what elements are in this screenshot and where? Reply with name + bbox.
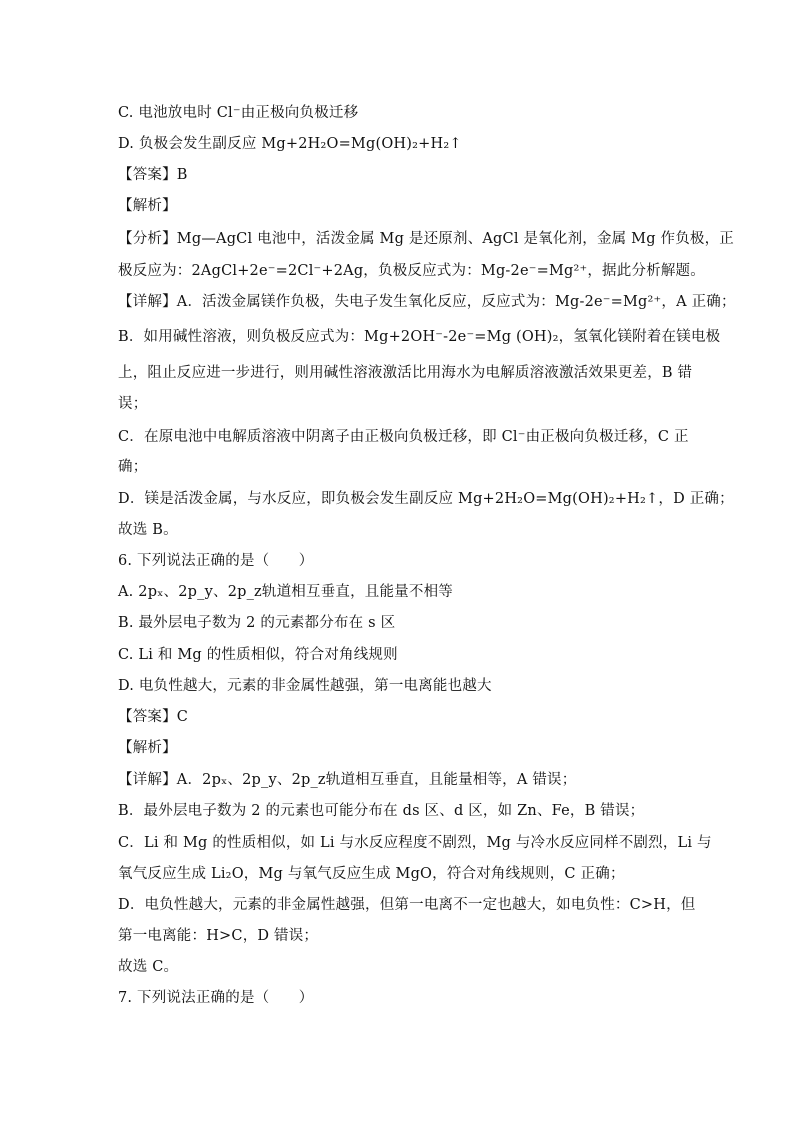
q6-option-a: A. 2pₓ、2p_y、2p_z轨道相互垂直，且能量不相等: [118, 584, 453, 600]
option-c-text: C. 电池放电时 Cl⁻由正极向负极迁移: [118, 105, 359, 121]
q6-detail-a: 【详解】A．2pₓ、2p_y、2p_z轨道相互垂直，且能量相等，A 错误；: [118, 772, 577, 788]
q6-answer-label: 【答案】C: [118, 709, 189, 725]
analysis-label: 【解析】: [118, 198, 177, 214]
analysis-text-1: 【分析】Mg—AgCl 电池中，活泼金属 Mg 是还原剂、AgCl 是氧化剂，金属 Mg 作负极，正: [118, 231, 735, 247]
detail-a-text: 【详解】A．活泼金属镁作负极，失电子发生氧化反应，反应式为：Mg-2e⁻=Mg²⁺，A 正确；: [118, 294, 736, 310]
q6-detail-b: B．最外层电子数为 2 的元素也可能分布在 ds 区、d 区，如 Zn、Fe，B 错误；: [118, 803, 645, 819]
detail-b-text-2: 上，阻止反应进一步进行，则用碱性溶液激活比用海水为电解质溶液激活效果更差，B 错: [118, 365, 693, 381]
q6-option-d: D. 电负性越大，元素的非金属性越强，第一电离能也越大: [118, 678, 492, 694]
detail-b-text-1: B．如用碱性溶液，则负极反应式为：Mg+2OH⁻-2e⁻=Mg (OH)₂，氢氧化镁附着在镁电极: [118, 329, 721, 345]
detail-d-text: D．镁是活泼金属，与水反应，即负极会发生副反应 Mg+2H₂O=Mg(OH)₂+H₂↑，D 正确；: [118, 491, 734, 507]
detail-b-text-3: 误；: [118, 396, 148, 412]
q6-option-b: B. 最外层电子数为 2 的元素都分布在 s 区: [118, 615, 396, 631]
option-d-text: D. 负极会发生副反应 Mg+2H₂O=Mg(OH)₂+H₂↑: [118, 136, 462, 152]
q6-detail-c-2: 氧气反应生成 Li₂O，Mg 与氧气反应生成 MgO，符合对角线规则，C 正确；: [118, 866, 625, 882]
q6-detail-c-1: C．Li 和 Mg 的性质相似，如 Li 与水反应程度不剧烈，Mg 与冷水反应同样不剧烈，Li 与: [118, 835, 712, 851]
question-6-title: 6. 下列说法正确的是（ ）: [118, 553, 314, 569]
detail-c-text-2: 确；: [118, 459, 148, 475]
q6-detail-d-2: 第一电离能：H>C，D 错误；: [118, 928, 319, 944]
q6-detail-d-1: D．电负性越大，元素的非金属性越强，但第一电离不一定也越大，如电负性：C>H，但: [118, 897, 696, 913]
detail-c-text-1: C．在原电池中电解质溶液中阴离子由正极向负极迁移，即 Cl⁻由正极向负极迁移，C 正: [118, 429, 689, 445]
answer-label: 【答案】B: [118, 167, 188, 183]
q6-analysis-label: 【解析】: [118, 740, 177, 756]
question-7-title: 7. 下列说法正确的是（ ）: [118, 990, 314, 1006]
conclusion-text: 故选 B。: [118, 522, 178, 538]
q6-option-c: C. Li 和 Mg 的性质相似，符合对角线规则: [118, 647, 398, 663]
analysis-text-2: 极反应为：2AgCl+2e⁻=2Cl⁻+2Ag，负极反应式为：Mg-2e⁻=Mg²⁺，据此分析解题。: [118, 263, 705, 279]
q6-conclusion: 故选 C。: [118, 959, 179, 975]
